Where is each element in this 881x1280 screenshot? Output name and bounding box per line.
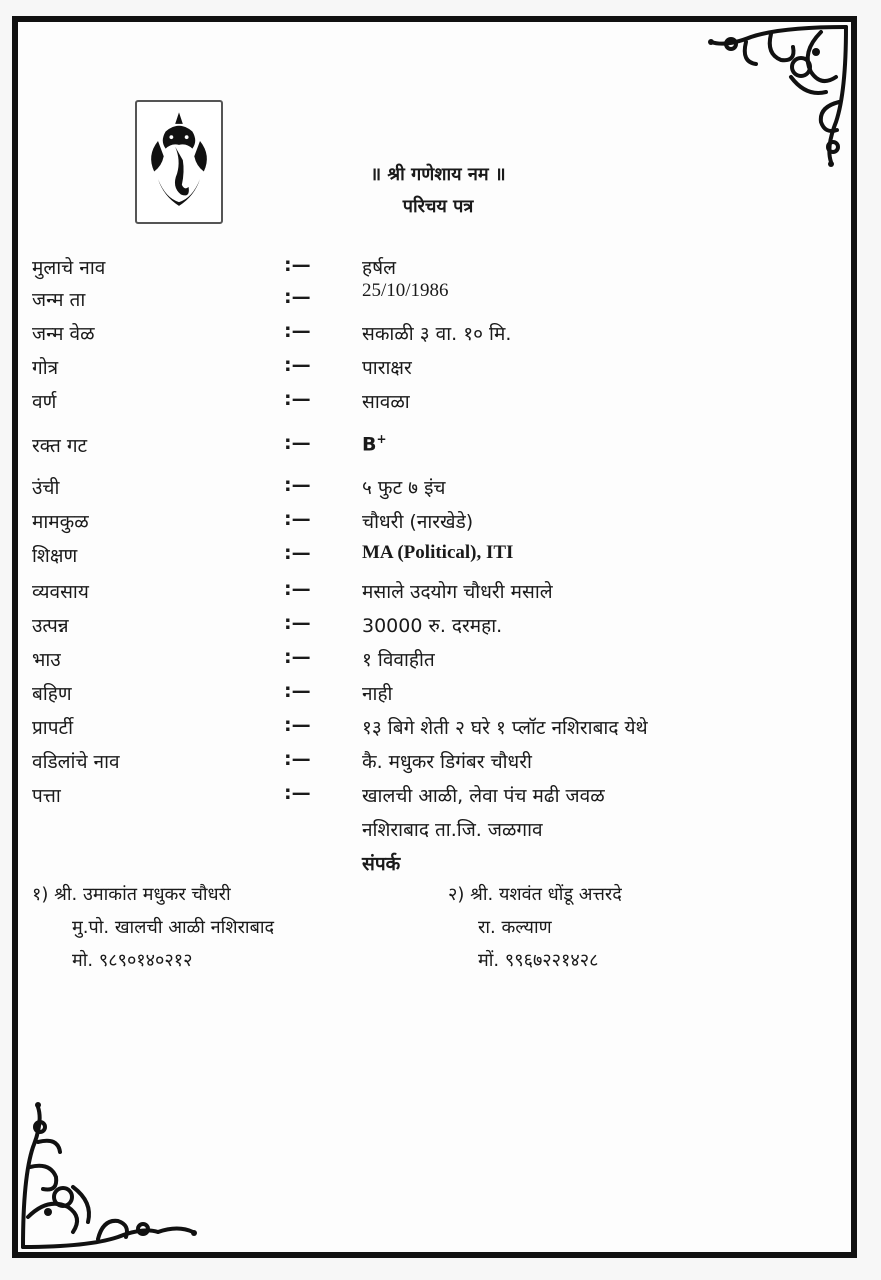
field-separator: :— [284,612,311,634]
field-value: 30000 रु. दरमहा. [362,615,503,637]
field-separator: :— [284,578,311,600]
field-value: 25/10/1986 [362,280,449,301]
contact-name: २) श्री. यशवंत धोंडू अत्तरदे [448,884,622,905]
field-value: १ विवाहीत [362,649,435,671]
field-row [18,748,863,778]
field-separator: :— [284,714,311,736]
field-label: जन्म ता [32,289,86,311]
field-value: मसाले उदयोग चौधरी मसाले [362,581,553,603]
contact-person-2 [448,882,622,981]
field-row [18,320,863,350]
field-label: उंची [32,477,60,499]
biodata-page [12,16,857,1258]
field-label: गोत्र [32,357,59,379]
floral-corner-icon [671,22,851,202]
address-line-2 [18,816,863,846]
field-value: खालची आळी, लेवा पंच मढी जवळ [362,785,605,807]
field-separator: :— [284,388,311,410]
contact-name: १) श्री. उमाकांत मधुकर चौधरी [32,884,231,905]
field-separator: :— [284,508,311,530]
field-label: भाउ [32,649,61,671]
field-separator: :— [284,432,311,454]
field-value: ५ फुट ७ इंच [362,477,446,499]
field-label: वडिलांचे नाव [32,751,120,773]
field-value: MA (Political), ITI [362,542,514,563]
field-row [18,612,863,642]
field-value: १३ बिगे शेती २ घरे १ प्लॉट नशिराबाद येथे [362,717,648,739]
field-label: पत्ता [32,785,61,807]
field-label: रक्त गट [32,435,88,457]
field-row [18,542,863,572]
field-label: प्रापर्टी [32,717,74,739]
field-separator: :— [284,254,311,276]
field-value: सावळा [362,391,410,413]
field-separator: :— [284,646,311,668]
field-separator: :— [284,354,311,376]
field-label: मामकुळ [32,511,89,533]
field-row [18,354,863,384]
field-label: बहिण [32,683,72,705]
field-separator: :— [284,286,311,308]
field-separator: :— [284,680,311,702]
contact-address: मु.पो. खालची आळी नशिराबाद [72,917,275,938]
ganesha-icon [137,102,221,222]
field-label: जन्म वेळ [32,323,95,345]
field-value: सकाळी ३ वा. १० मि. [362,323,512,345]
field-row [18,388,863,418]
field-separator: :— [284,474,311,496]
field-value: पाराक्षर [362,357,412,379]
floral-corner-icon [18,1067,203,1252]
field-label: उत्पन्न [32,615,69,637]
field-row [18,782,863,812]
field-row [18,508,863,538]
field-value: नशिराबाद ता.जि. जळगाव [362,819,543,841]
field-row [18,432,863,462]
field-row [18,578,863,608]
field-row [18,714,863,744]
field-row [18,680,863,710]
field-separator: :— [284,320,311,342]
blood-group-letter: B [362,433,377,456]
field-value: कै. मधुकर डिगंबर चौधरी [362,751,532,773]
contact-heading: संपर्क [362,853,401,875]
contact-phone: मो. ९८९०१४०२१२ [72,950,193,971]
contact-address: रा. कल्याण [478,917,552,938]
contact-person-1 [32,882,274,981]
field-separator: :— [284,748,311,770]
field-value: चौधरी (नारखेडे) [362,511,474,533]
contact-phone: मों. ९९६७२२१४२८ [478,950,599,971]
field-value: हर्षल [362,257,396,279]
field-row [18,474,863,504]
field-row [18,646,863,676]
field-label: मुलाचे नाव [32,257,106,279]
ganesha-logo [135,100,223,224]
blood-group-sign: + [376,432,387,446]
field-value [362,432,387,455]
field-row [18,280,863,316]
field-label: वर्ण [32,391,57,413]
field-separator: :— [284,542,311,564]
field-label: शिक्षण [32,545,78,567]
document-title: परिचय पत्र [402,196,474,217]
invocation-line: ॥ श्री गणेशाय नम ॥ [370,164,506,185]
field-label: व्यवसाय [32,581,89,603]
field-separator: :— [284,782,311,804]
field-value: नाही [362,683,393,705]
